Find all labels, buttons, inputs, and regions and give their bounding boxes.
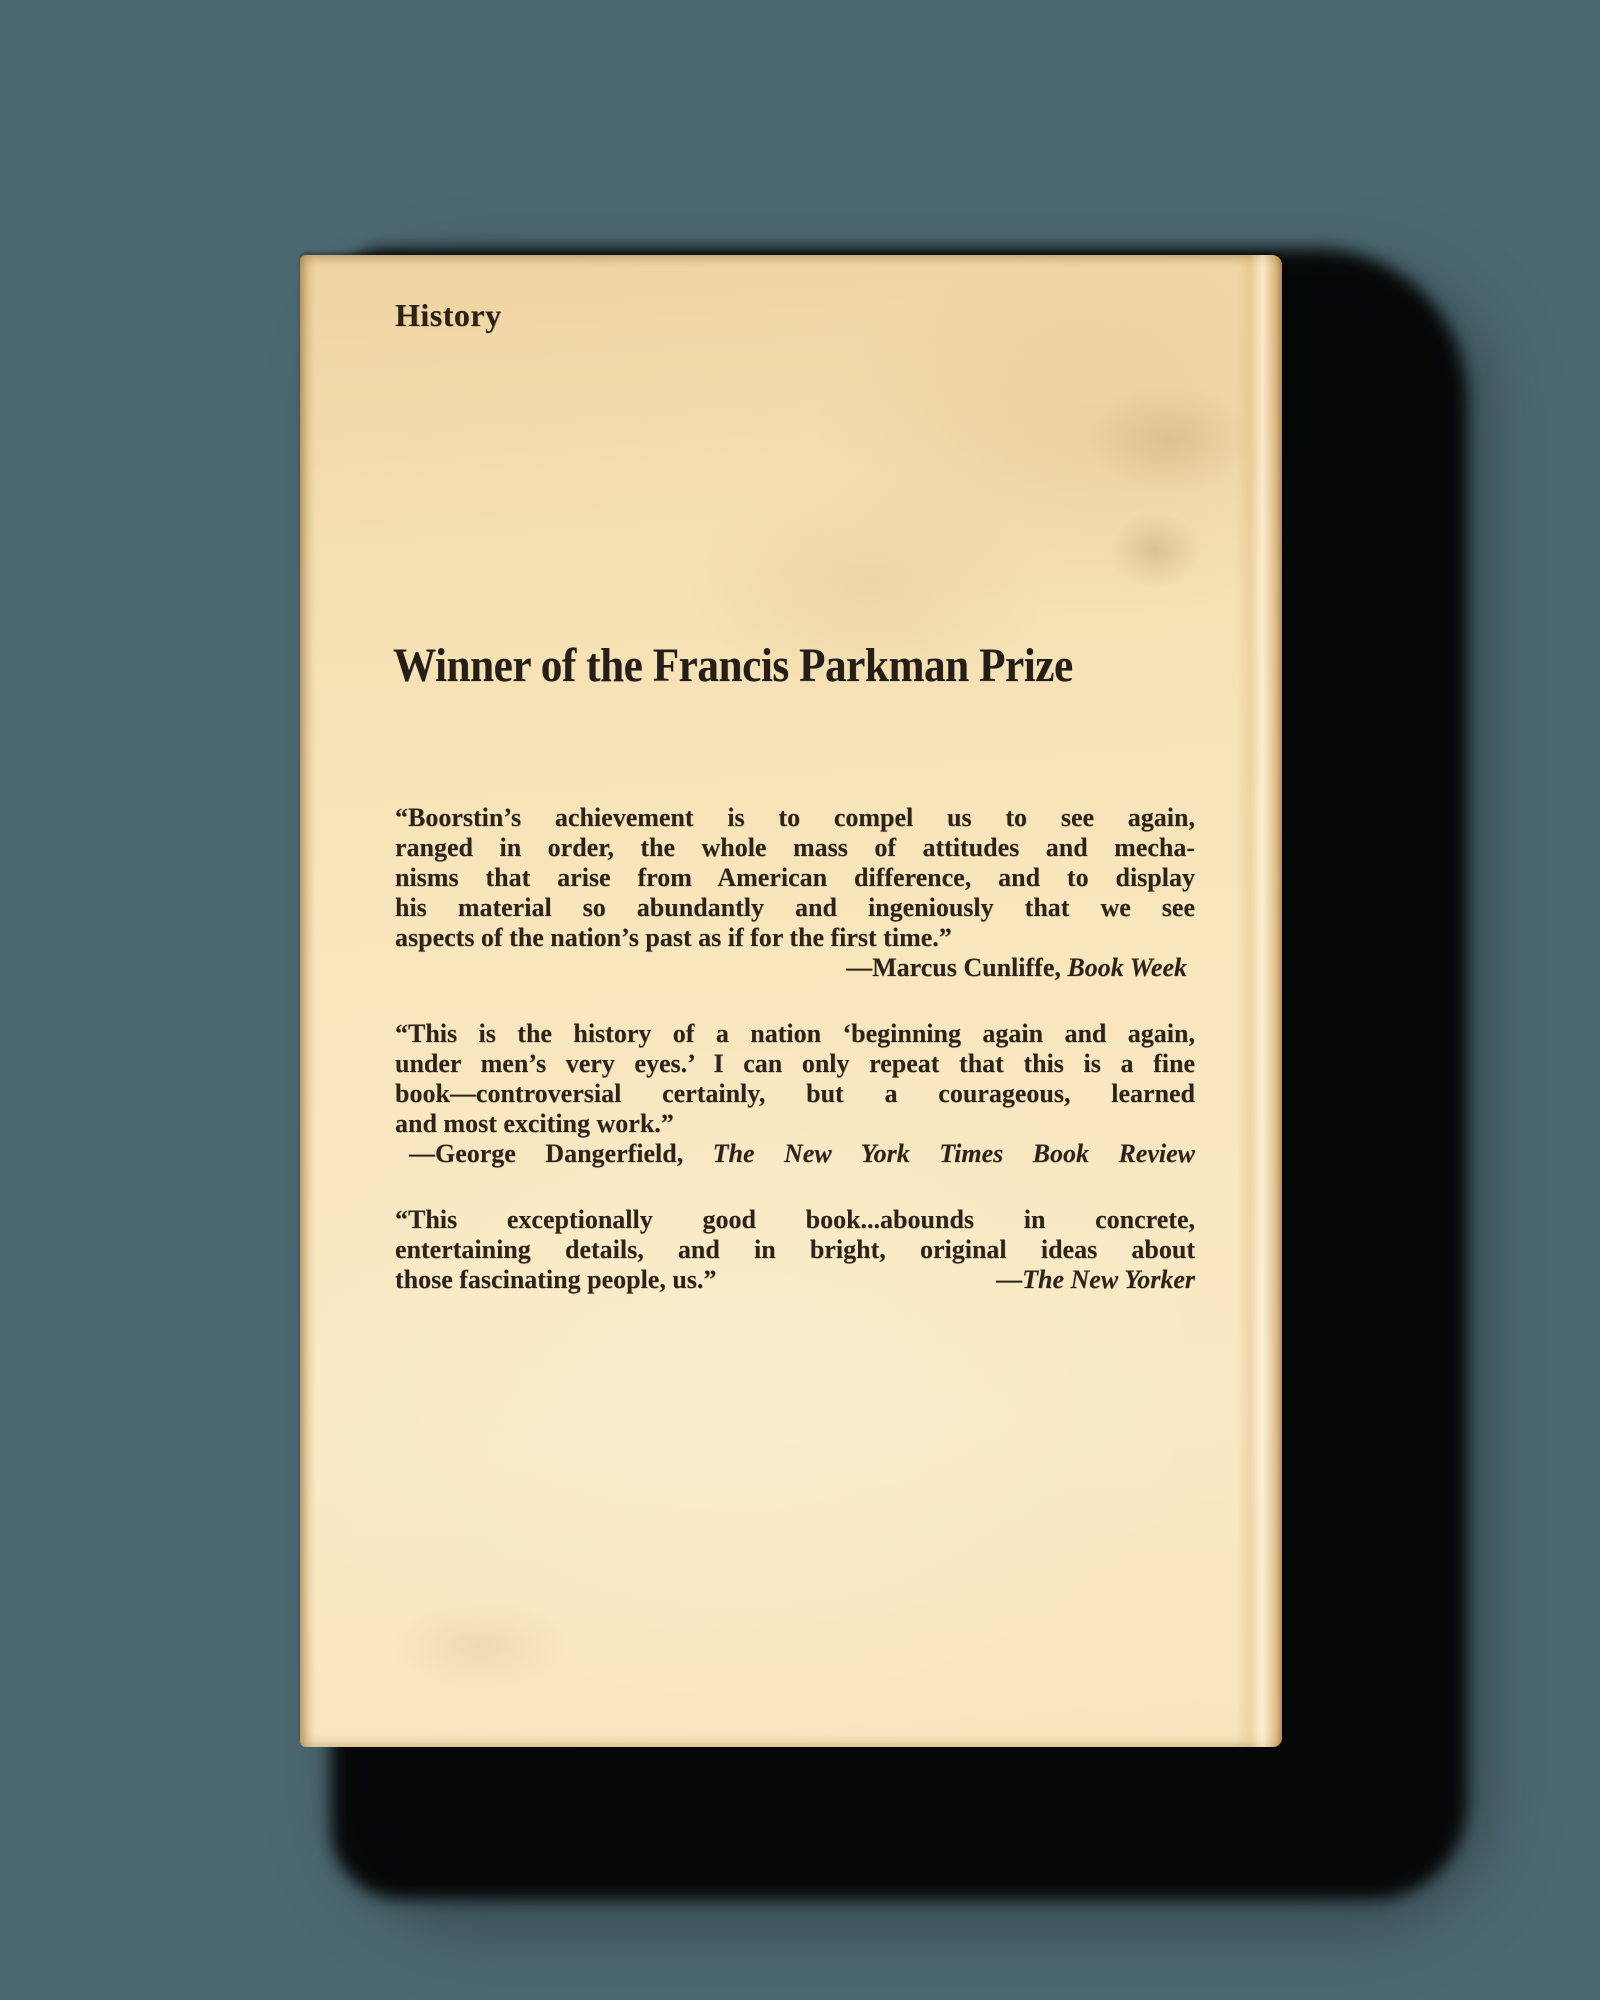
quote-line: aspects of the nation’s past as if for the first time.” xyxy=(395,923,952,952)
quote-attribution: —Marcus Cunliffe, Book Week xyxy=(846,953,1187,982)
quote-line-text: those fascinating people, us.” xyxy=(395,1265,717,1294)
quote-line: “This exceptionally good book...abounds in concrete, xyxy=(395,1205,1195,1234)
review-quote xyxy=(395,1019,1195,1169)
quote-line: entertaining details, and in bright, original ideas about xyxy=(395,1235,1195,1264)
paper-stain xyxy=(1090,495,1220,605)
award-headline: Winner of the Francis Parkman Prize xyxy=(393,639,1073,692)
cover-page-block-edge xyxy=(1236,255,1282,1747)
quote-line: “Boorstin’s achievement is to compel us to see again, xyxy=(395,803,1195,832)
quote-line: nisms that arise from American difference, and to display xyxy=(395,863,1195,892)
quote-line: ranged in order, the whole mass of attitudes and mecha- xyxy=(395,833,1195,862)
quote-attribution: —The New Yorker xyxy=(996,1265,1195,1294)
quote-attribution: —George Dangerfield, The New York Times Book Review xyxy=(409,1139,1195,1168)
quote-line: under men’s very eyes.’ I can only repeat that this is a fine xyxy=(395,1049,1195,1078)
category-label: History xyxy=(395,297,502,333)
quote-line: and most exciting work.” xyxy=(395,1109,674,1138)
review-quotes xyxy=(395,803,1195,1331)
quote-source: Book Week xyxy=(1067,953,1187,982)
review-quote xyxy=(395,803,1195,983)
paper-stain xyxy=(360,1585,600,1705)
quote-source: The New Yorker xyxy=(1022,1265,1195,1294)
quote-line: book—controversial certainly, but a courageous, learned xyxy=(395,1079,1195,1108)
quote-last-line xyxy=(395,1265,1195,1295)
review-quote xyxy=(395,1205,1195,1295)
quote-line: “This is the history of a nation ‘beginning again and again, xyxy=(395,1019,1195,1048)
quote-line: his material so abundantly and ingeniously that we see xyxy=(395,893,1195,922)
cover-spine-edge xyxy=(300,255,316,1747)
quote-source: The New York Times Book Review xyxy=(712,1139,1195,1168)
book-back-cover xyxy=(300,255,1282,1747)
